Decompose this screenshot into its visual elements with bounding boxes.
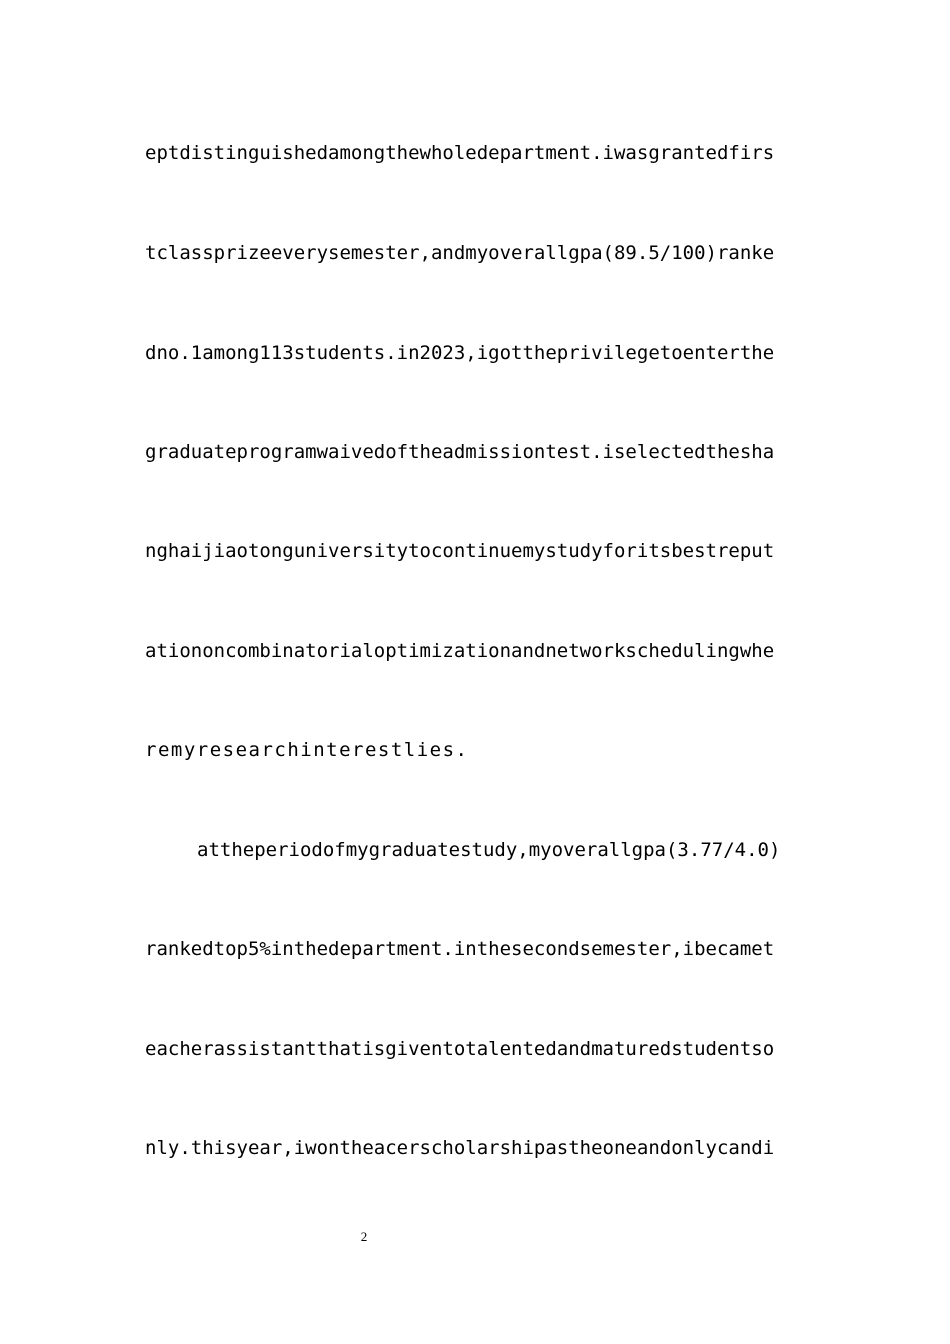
- text-line: tclassprizeeverysemester,andmyoverallgpa(89.5/100)ranke: [145, 242, 775, 264]
- text-line: nghaijiaotonguniversitytocontinuemystudyforitsbestreput: [145, 540, 775, 562]
- text-line: eacherassistantthatisgiventotalentedandmaturedstudentso: [145, 1038, 775, 1060]
- text-line: graduateprogramwaivedoftheadmissiontest.iselectedthesha: [145, 441, 775, 463]
- text-line: nly.thisyear,iwontheacerscholarshipastheoneandonlycandi: [145, 1137, 775, 1159]
- text-line: eptdistinguishedamongthewholedepartment.iwasgrantedfirs: [145, 142, 775, 164]
- page-number: 2: [360, 1229, 368, 1244]
- paragraph-start-line: attheperiodofmygraduatestudy,myoverallgpa(3.77/4.0): [197, 839, 781, 861]
- text-line: rankedtop5%inthedepartment.inthesecondsemester,ibecamet: [145, 938, 775, 960]
- paragraph-end-line: remyresearchinterestlies.: [145, 739, 469, 761]
- text-line: dno.1among113students.in2023,igottheprivilegetoenterthe: [145, 342, 775, 364]
- text-line: ationoncombinatorialoptimizationandnetworkschedulingwhe: [145, 640, 775, 662]
